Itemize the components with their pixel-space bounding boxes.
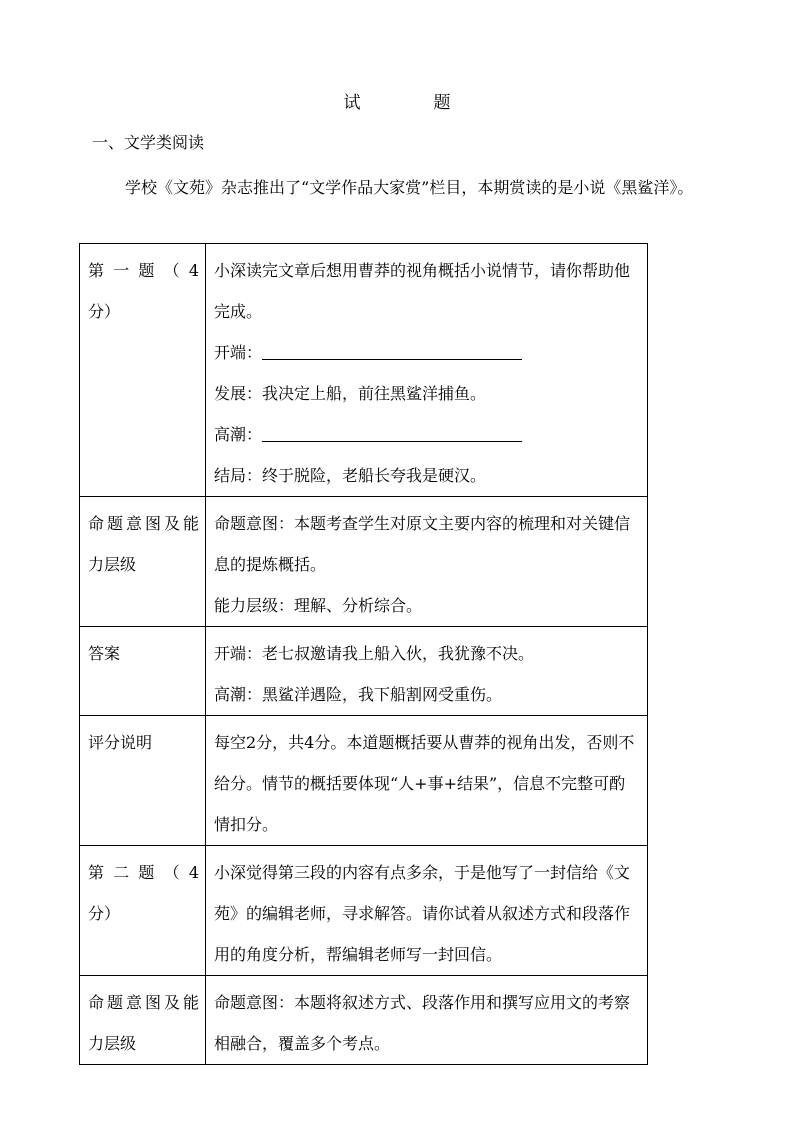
row-label: 命题意图及能力层级 (80, 497, 206, 627)
table-row (80, 976, 648, 1065)
table-row (80, 716, 648, 846)
intent-text: 命题意图：本题考查学生对原文主要内容的梳理和对关键信息的提炼概括。 (214, 514, 631, 574)
answer-climax: 高潮：黑鲨洋遇险，我下船割网受重伤。 (214, 685, 503, 704)
table-row (80, 846, 648, 976)
row-content (206, 244, 648, 497)
answer-opening: 开端：老七叔邀请我上船入伙，我犹豫不决。 (214, 644, 535, 663)
row-label: 答案 (80, 627, 206, 716)
row-content (206, 846, 648, 976)
row-content (206, 716, 648, 846)
page-title: 试 题 (343, 93, 479, 113)
plot-item-ending: 结局：终于脱险，老船长夸我是硬汉。 (214, 466, 487, 485)
row-label: 评分说明 (80, 716, 206, 846)
row-content (206, 627, 648, 716)
section-heading: 一、文学类阅读 (92, 133, 205, 152)
intro-paragraph: 学校《文苑》杂志推出了“文学作品大家赏”栏目，本期赏读的是小说《黑鲨洋》。 (125, 178, 694, 197)
intent-text: 命题意图：本题将叙述方式、段落作用和撰写应用文的考察相融合，覆盖多个考点。 (214, 993, 631, 1053)
answer-blank[interactable] (262, 423, 522, 442)
plot-item-development: 发展：我决定上船，前往黑鲨洋捕鱼。 (214, 384, 487, 403)
row-label: 第 二 题 （ 4 分） (80, 846, 206, 976)
question-text: 小深觉得第三段的内容有点多余，于是他写了一封信给《文苑》的编辑老师，寻求解答。请你试着从叙述方式和段落作用的角度分析，帮编辑老师写一封回信。 (214, 863, 631, 964)
row-label: 命题意图及能力层级 (80, 976, 206, 1065)
ability-text: 能力层级：理解、分析综合。 (214, 596, 423, 615)
scoring-text: 每空2分，共4分。本道题概括要从曹莽的视角出发，否则不给分。情节的概括要体现“人+事+结果”，信息不完整可酌情扣分。 (214, 733, 635, 834)
plot-item-climax: 高潮： (214, 414, 641, 455)
plot-item-opening: 开端： (214, 332, 641, 373)
question-text: 小深读完文章后想用曹莽的视角概括小说情节，请你帮助他完成。 (214, 261, 631, 321)
answer-blank[interactable] (262, 341, 522, 360)
row-content (206, 497, 648, 627)
table-row (80, 627, 648, 716)
question-table (79, 243, 648, 1065)
row-content (206, 976, 648, 1065)
row-label: 第 一 题 （ 4 分） (80, 244, 206, 497)
table-row (80, 497, 648, 627)
table-row (80, 244, 648, 497)
